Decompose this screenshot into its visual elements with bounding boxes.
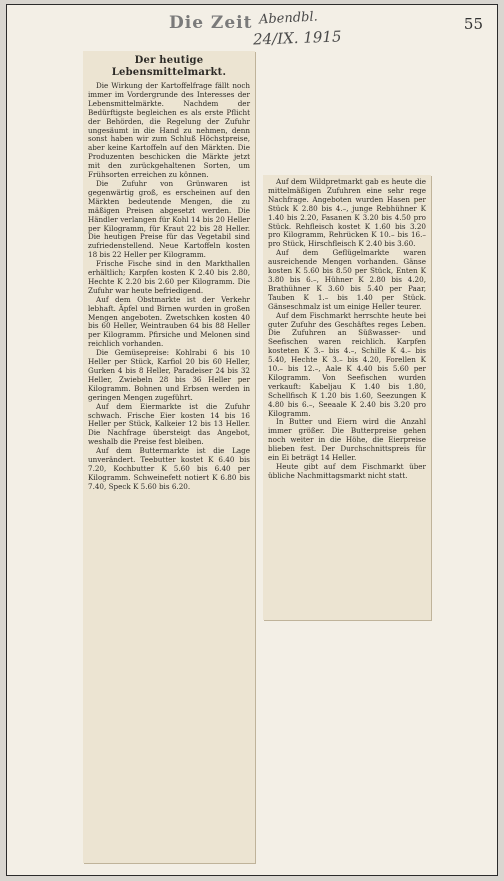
page-number: 55: [463, 15, 483, 33]
article-paragraph: Die Wirkung der Kartoffelfrage fällt noch immer im Vordergrunde des Interesses der Lebensmittelmärkte. Nachdem der Bedürftigste begleichen es als erste Pflicht der Behörden, die Regelung der Zufuhr ungesäumt in die Hand zu nehmen, denn sonst haben wir zum Schluß Höchstpreise, aber keine Kartoffeln auf den Märkten. Die Produzenten beschicken die Märkte jetzt mit den zurückgehaltenen Sorten, um Frühsorten erreichen zu können.: [88, 81, 250, 180]
newspaper-clipping-left: [83, 51, 255, 863]
article-paragraph: Die Zufuhr von Grünwaren ist gegenwärtig groß, es erscheinen auf den Märkten bedeutende Mengen, die zu mäßigen Preisen abgesetzt werden. Die Händler verlangen für Kohl 14 bis 20 Heller per Kilogramm, für Kraut 22 bis 28 Heller. Die heutigen Preise für das Vegetabil sind zufriedenstellend. Neue Kartoffeln kosten 18 bis 22 Heller per Kilogramm.: [88, 178, 250, 260]
scrapbook-page: [6, 4, 498, 876]
article-paragraph: Auf dem Geflügelmarkte waren ausreichende Mengen vorhanden. Gänse kosten K 5.60 bis 8.50 per Stück, Enten K 3.80 bis 6.–, Hühner K 2.80 bis 4.20, Brathühner K 3.60 bis 5.40 per Paar, Tauben K 1.– bis 1.40 per Stück. Gänseschmalz ist um einige Heller teurer.: [268, 248, 426, 311]
handwritten-note: Abendbl.: [258, 9, 319, 28]
article-paragraph: Auf dem Eiermarkte ist die Zufuhr schwach. Frische Eier kosten 14 bis 16 Heller per Stück, Kalkeier 12 bis 13 Heller. Die Nachfrage übersteigt das Angebot, weshalb die Preise fest bleiben.: [88, 401, 250, 447]
article-paragraph: Auf dem Fischmarkt herrschte heute bei guter Zufuhr des Geschäftes reges Leben. Die Zufuhren an Süßwasser- und Seefischen waren reichlich. Karpfen kosteten K 3.– bis 4.–, Schille K 4.– bis 5.40, Hechte K 3.– bis 4.20, Forellen K 10.– bis 12.–, Aale K 4.40 bis 5.60 per Kilogramm. Von Seefischen wurden verkauft: Kabeljau K 1.40 bis 1.80, Schellfisch K 1.20 bis 1.60, Seezungen K 4.80 bis 6.–, Seeaale K 2.40 bis 3.20 pro Kilogramm.: [268, 310, 426, 418]
handwritten-date: 24/IX. 1915: [252, 27, 342, 49]
article-paragraph: Die Gemüsepreise: Kohlrabi 6 bis 10 Heller per Stück, Karfiol 20 bis 60 Heller, Gurken 4 bis 8 Heller, Paradeiser 24 bis 32 Heller, Zwiebeln 28 bis 36 Heller per Kilogramm. Bohnen und Erbsen werden in geringen Mengen zugeführt.: [88, 348, 250, 402]
article-paragraph: Auf dem Wildpretmarkt gab es heute die mittelmäßigen Zufuhren eine sehr rege Nachfrage. Angeboten wurden Hasen per Stück K 2.80 bis 4.–, junge Rebhühner K 1.40 bis 2.20, Fasanen K 3.20 bis 4.50 pro Stück. Rehfleisch kostet K 1.60 bis 3.20 pro Kilogramm, Rehrücken K 10.– bis 16.– pro Stück, Hirschfleisch K 2.40 bis 3.60.: [268, 177, 426, 249]
publication-title: Die Zeit: [169, 13, 253, 33]
newspaper-clipping-right: [263, 175, 431, 620]
article-paragraph: Auf dem Buttermarkte ist die Lage unverändert. Teebutter kostet K 6.40 bis 7.20, Kochbutter K 5.60 bis 6.40 per Kilogramm. Schweinefett notiert K 6.80 bis 7.40, Speck K 5.60 bis 6.20.: [88, 446, 250, 491]
article-paragraph: Auf dem Obstmarkte ist der Verkehr lebhaft. Äpfel und Birnen wurden in großen Mengen angeboten. Zwetschken kosten 40 bis 60 Heller, Weintrauben 64 bis 88 Heller per Kilogramm. Pfirsiche und Melonen sind reichlich vorhanden.: [88, 294, 250, 349]
article-paragraph: In Butter und Eiern wird die Anzahl immer größer. Die Butterpreise gehen noch weiter in die Höhe, die Eierpreise blieben fest. Der Durchschnittspreis für ein Ei beträgt 14 Heller.: [268, 417, 426, 463]
article-paragraph: Heute gibt auf dem Fischmarkt über übliche Nachmittagsmarkt nicht statt.: [268, 462, 426, 480]
article-headline: Der heutige Lebensmittelmarkt.: [111, 55, 227, 78]
article-paragraph: Frische Fische sind in den Markthallen erhältlich; Karpfen kosten K 2.40 bis 2.80, Hechte K 2.20 bis 2.60 per Kilogramm. Die Zufuhr war heute befriedigend.: [88, 259, 250, 295]
page-header: [7, 9, 497, 49]
